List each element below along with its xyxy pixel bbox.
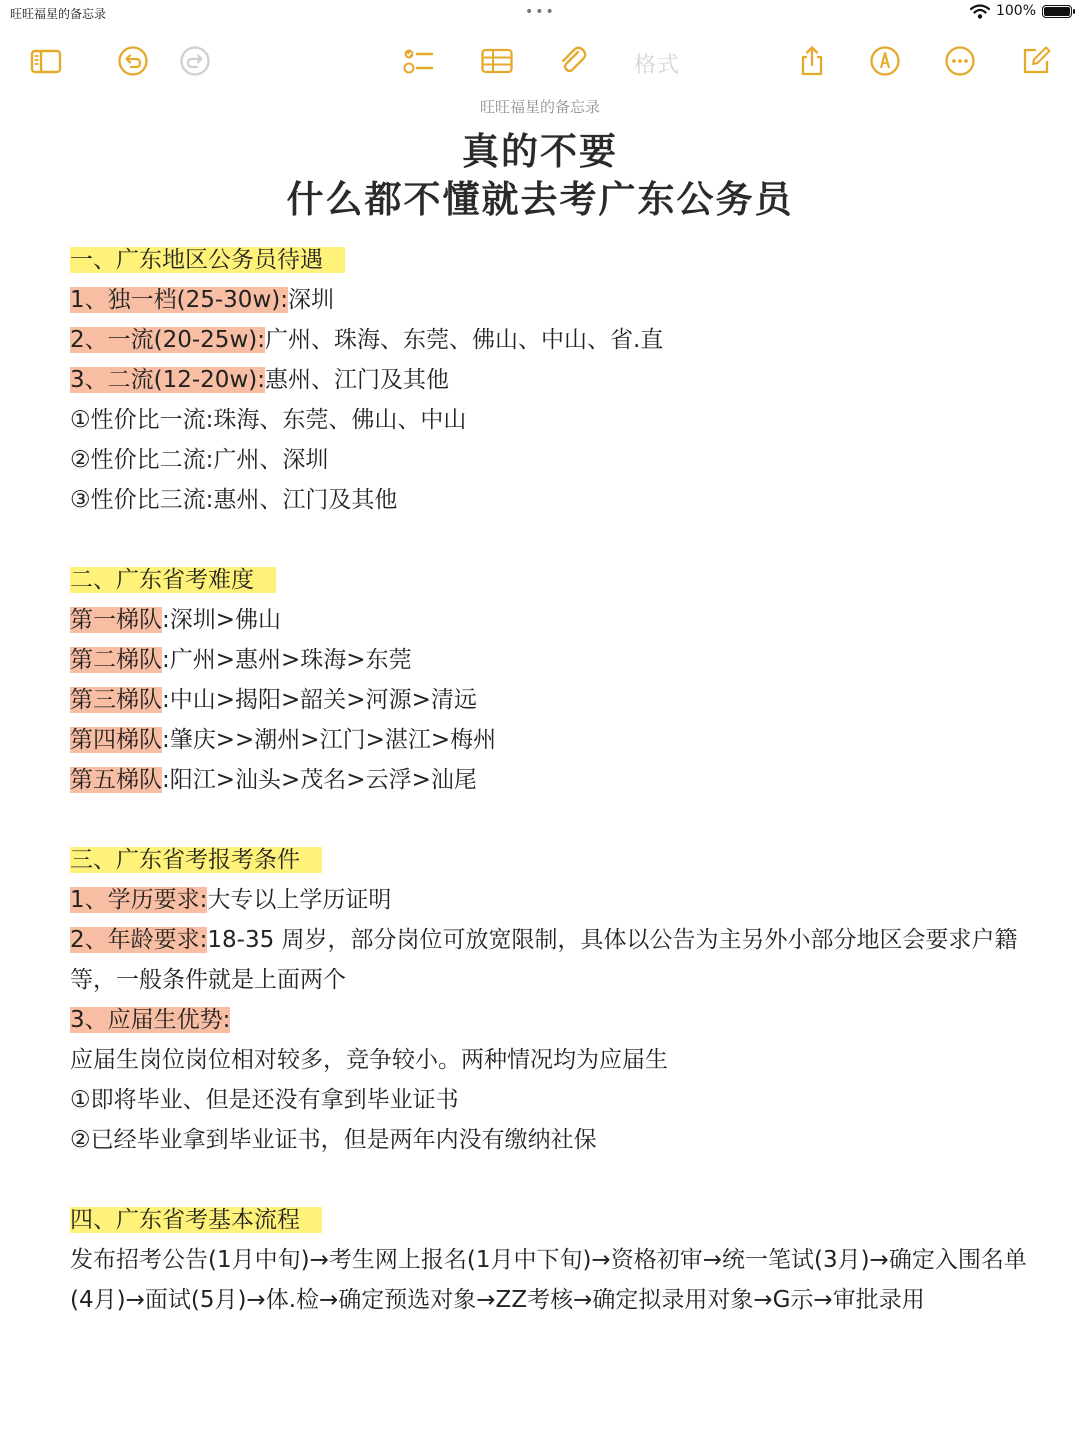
list-item: ①即将毕业、但是还没有拿到毕业证书 [70, 1087, 459, 1113]
list-item: ①性价比一流:珠海、东莞、佛山、中山 [70, 407, 467, 433]
multitask-dots[interactable]: ••• [525, 4, 556, 20]
list-item: 应届生岗位岗位相对较多，竞争较小。两种情况均为应届生 [70, 1047, 668, 1073]
markup-icon[interactable] [860, 36, 910, 86]
section-heading-2: 二、广东省考难度 [70, 560, 1030, 600]
section-heading-1: 一、广东地区公务员待遇 [70, 240, 1030, 280]
note-title[interactable] [0, 128, 1080, 224]
share-icon[interactable] [787, 36, 837, 86]
checklist-icon[interactable] [393, 36, 443, 86]
list-item: ②性价比二流:广州、深圳 [70, 447, 329, 473]
battery-percent: 100% [995, 3, 1036, 19]
note-folder-label: 旺旺福星的备忘录 [479, 98, 600, 116]
note-body[interactable] [70, 240, 1030, 1320]
sidebar-icon[interactable] [21, 36, 71, 86]
toolbar [0, 36, 1080, 86]
list-item: 第三梯队:中山>揭阳>韶关>河源>清远 [70, 687, 477, 713]
status-right [970, 3, 1072, 19]
wifi-icon [970, 4, 990, 19]
status-bar [0, 0, 1080, 26]
list-item: 第四梯队:肇庆>>潮州>江门>湛江>梅州 [70, 727, 497, 753]
list-item: 2、年龄要求:18-35 周岁，部分岗位可放宽限制，具体以公告为主另外小部分地区会要求户籍等，一般条件就是上面两个 [70, 927, 1018, 993]
list-item: 3、应届生优势: [70, 1007, 231, 1033]
process-paragraph: 发布招考公告(1月中旬)→考生网上报名(1月中下旬)→资格初审→统一笔试(3月)→确定入围名单(4月)→面试(5月)→体.检→确定预选对象→ZZ考核→确定拟录用对象→G示→审批录用 [70, 1247, 1027, 1313]
list-item: 第一梯队:深圳>佛山 [70, 607, 282, 633]
table-icon[interactable] [472, 36, 522, 86]
more-icon[interactable] [935, 36, 985, 86]
title-line-1: 真的不要 [462, 130, 618, 173]
redo-icon[interactable] [170, 36, 220, 86]
compose-icon[interactable] [1011, 36, 1061, 86]
list-item: 1、独一档(25-30w):深圳 [70, 287, 334, 313]
section-heading-3: 三、广东省考报考条件 [70, 840, 1030, 880]
list-item: 3、二流(12-20w):惠州、江门及其他 [70, 367, 449, 393]
list-item: ②已经毕业拿到毕业证书，但是两年内没有缴纳社保 [70, 1127, 597, 1153]
format-button[interactable]: 格式 [634, 53, 681, 78]
list-item: 1、学历要求:大专以上学历证明 [70, 887, 392, 913]
section-heading-4: 四、广东省考基本流程 [70, 1200, 1030, 1240]
list-item: 第二梯队:广州>惠州>珠海>东莞 [70, 647, 412, 673]
list-item: 第五梯队:阳江>汕头>茂名>云浮>汕尾 [70, 767, 477, 793]
attachment-icon[interactable] [548, 36, 598, 86]
status-app-title: 旺旺福星的备忘录 [10, 7, 107, 21]
list-item: ③性价比三流:惠州、江门及其他 [70, 487, 398, 513]
list-item: 2、一流(20-25w):广州、珠海、东莞、佛山、中山、省.直 [70, 327, 664, 353]
battery-icon [1042, 5, 1072, 18]
undo-icon[interactable] [108, 36, 158, 86]
title-line-2: 什么都不懂就去考广东公务员 [286, 178, 794, 221]
